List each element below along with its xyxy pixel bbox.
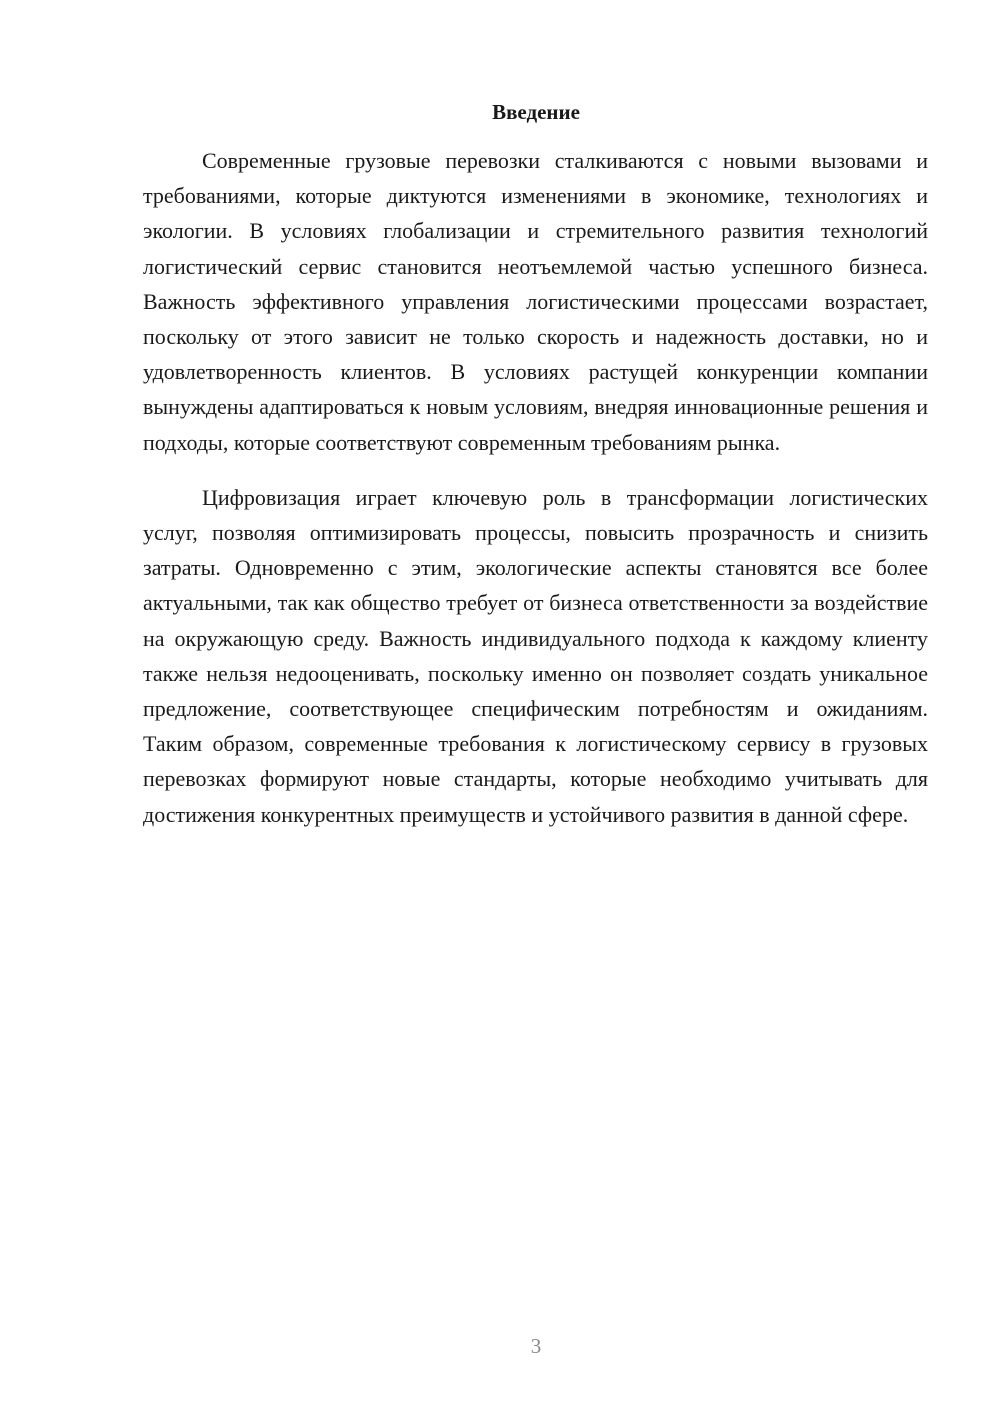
body-text — [143, 143, 928, 832]
paragraph: Цифровизация играет ключевую роль в трансформации логистических услуг, позволяя оптимизировать процессы, повысить прозрачность и снизить затраты. Одновременно с этим, экологические аспекты становятся все более актуальными, так как общество требует от бизнеса ответственности за воздействие на окружающую среду. Важность индивидуального подхода к каждому клиенту также нельзя недооценивать, поскольку именно он позволяет создать уникальное предложение, соответствующее специфическим потребностям и ожиданиям. Таким образом, современные требования к логистическому сервису в грузовых перевозках формируют новые стандарты, которые необходимо учитывать для достижения конкурентных преимуществ и устойчивого развития в данной сфере. — [143, 484, 928, 827]
section-heading: Введение — [492, 100, 580, 124]
page-number: 3 — [530, 1334, 542, 1358]
paragraph: Современные грузовые перевозки сталкиваются с новыми вызовами и требованиями, которые диктуются изменениями в экономике, технологиях и экологии. В условиях глобализации и стремительного развития технологий логистический сервис становится неотъемлемой частью успешного бизнеса. Важность эффективного управления логистическими процессами возрастает, поскольку от этого зависит не только скорость и надежность доставки, но и удовлетворенность клиентов. В условиях растущей конкуренции компании вынуждены адаптироваться к новым условиям, внедряя инновационные решения и подходы, которые соответствуют современным требованиям рынка. — [143, 148, 928, 455]
